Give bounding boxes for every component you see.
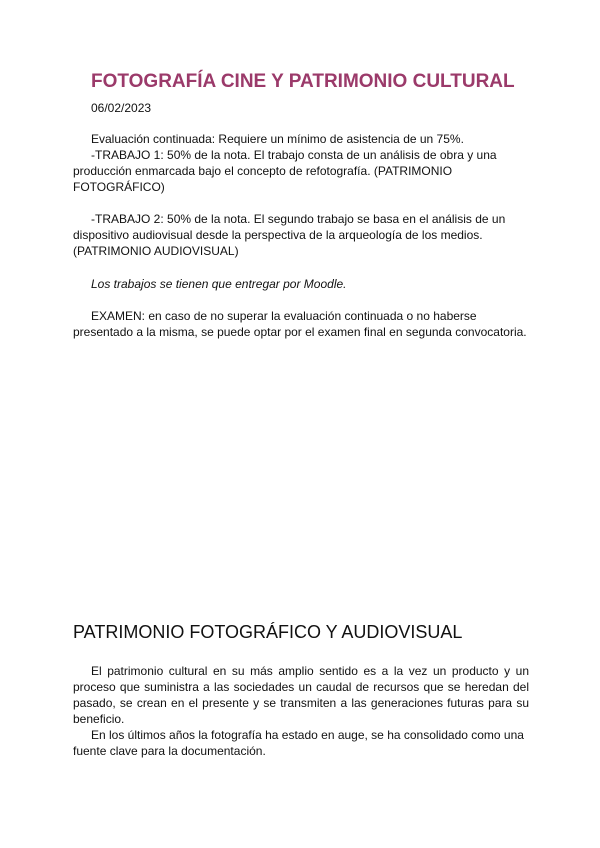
section-paragraph-1: El patrimonio cultural en su más amplio sentido es a la vez un producto y un proceso que suministra a las sociedades un caudal de recursos que se heredan del pasado, se crean en el presente y se transmiten a las generaciones futuras para su beneficio. bbox=[73, 664, 529, 726]
page-title: FOTOGRAFÍA CINE Y PATRIMONIO CULTURAL bbox=[91, 71, 515, 92]
trabajo-2-paragraph: -TRABAJO 2: 50% de la nota. El segundo trabajo se basa en el análisis de un dispositivo audiovisual desde la perspectiva de la arqueología de los medios. (PATRIMONIO AUDIOVISUAL) bbox=[73, 212, 506, 258]
evaluation-paragraph: Evaluación continuada: Requiere un mínimo de asistencia de un 75%. bbox=[91, 132, 464, 146]
section-paragraph-2: En los últimos años la fotografía ha estado en auge, se ha consolidado como una fuente clave para la documentación. bbox=[73, 728, 524, 758]
document-date: 06/02/2023 bbox=[91, 101, 152, 115]
exam-paragraph: EXAMEN: en caso de no superar la evaluación continuada o no haberse presentado a la misma, se puede optar por el examen final en segunda convocatoria. bbox=[73, 309, 527, 339]
trabajo-1-paragraph: -TRABAJO 1: 50% de la nota. El trabajo consta de un análisis de obra y una producción enmarcada bajo el concepto de refotografía. (PATRIMONIO FOTOGRÁFICO) bbox=[73, 148, 497, 194]
moodle-note: Los trabajos se tienen que entregar por Moodle. bbox=[91, 277, 347, 291]
section-heading: PATRIMONIO FOTOGRÁFICO Y AUDIOVISUAL bbox=[73, 622, 463, 642]
